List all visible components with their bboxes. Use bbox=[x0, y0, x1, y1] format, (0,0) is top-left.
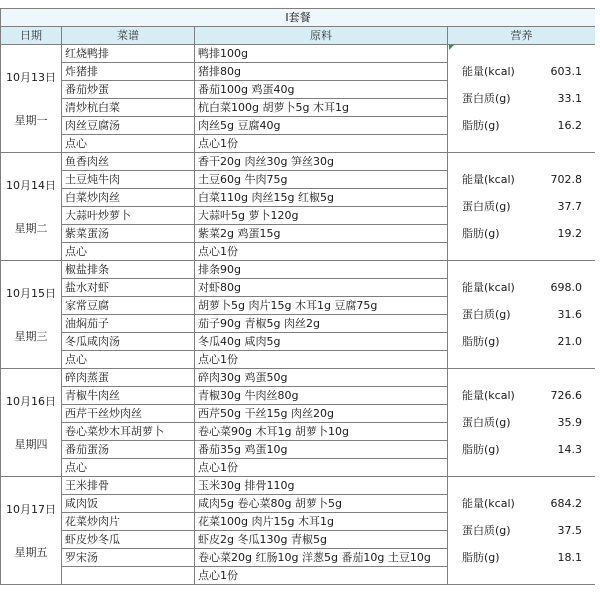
ingredients-cell[interactable]: 点心1份 bbox=[195, 135, 448, 153]
ingredients-cell[interactable]: 胡萝卜5g 肉片15g 木耳1g 豆腐75g bbox=[195, 297, 448, 315]
nutrition-label: 能量(kcal) bbox=[462, 389, 515, 402]
ingredients-cell[interactable]: 白菜110g 肉丝15g 红椒5g bbox=[195, 189, 448, 207]
table-title-row bbox=[1, 9, 596, 27]
ingredients-cell[interactable]: 排条90g bbox=[195, 261, 448, 279]
dish-cell[interactable]: 西芹干丝炒肉丝 bbox=[62, 405, 195, 423]
header-date[interactable]: 日期 bbox=[1, 27, 62, 45]
day-date-cell[interactable] bbox=[1, 45, 62, 153]
ingredients-cell[interactable]: 番茄35g 鸡蛋10g bbox=[195, 441, 448, 459]
ingredients-cell[interactable]: 玉米30g 排骨110g bbox=[195, 477, 448, 495]
dish-cell[interactable]: 咸肉饭 bbox=[62, 495, 195, 513]
date-label: 10月14日 bbox=[6, 178, 56, 192]
nutrition-row bbox=[448, 193, 595, 220]
nutrition-row bbox=[448, 382, 595, 409]
nutrition-row bbox=[448, 274, 595, 301]
dish-cell[interactable]: 虾皮炒冬瓜 bbox=[62, 531, 195, 549]
weekday-label: 星期五 bbox=[14, 545, 48, 559]
table-header-row bbox=[1, 27, 596, 45]
nutrition-row bbox=[448, 544, 595, 571]
nutrition-label: 蛋白质(g) bbox=[462, 92, 511, 105]
ingredients-cell[interactable]: 番茄100g 鸡蛋40g bbox=[195, 81, 448, 99]
nutrition-label: 脂肪(g) bbox=[462, 551, 500, 564]
nutrition-row bbox=[448, 301, 595, 328]
dish-cell[interactable]: 鱼香肉丝 bbox=[62, 153, 195, 171]
nutrition-row bbox=[448, 490, 595, 517]
dish-cell[interactable]: 清炒杭白菜 bbox=[62, 99, 195, 117]
dish-cell[interactable]: 家常豆腐 bbox=[62, 297, 195, 315]
ingredients-cell[interactable]: 茄子90g 青椒5g 肉丝2g bbox=[195, 315, 448, 333]
nutrition-label: 蛋白质(g) bbox=[462, 200, 511, 213]
day-date-cell[interactable] bbox=[1, 477, 62, 585]
dish-cell[interactable]: 点心 bbox=[62, 351, 195, 369]
day-date-cell[interactable] bbox=[1, 261, 62, 369]
ingredients-cell[interactable]: 点心1份 bbox=[195, 567, 448, 585]
nutrition-label: 蛋白质(g) bbox=[462, 416, 511, 429]
nutrition-cell[interactable] bbox=[448, 261, 596, 369]
nutrition-row bbox=[448, 220, 595, 247]
nutrition-row bbox=[448, 436, 595, 463]
dish-cell[interactable]: 白菜炒肉丝 bbox=[62, 189, 195, 207]
ingredients-cell[interactable]: 点心1份 bbox=[195, 459, 448, 477]
dish-cell[interactable]: 点心 bbox=[62, 135, 195, 153]
ingredients-cell[interactable]: 虾皮2g 冬瓜130g 青椒5g bbox=[195, 531, 448, 549]
dish-cell[interactable]: 点心 bbox=[62, 243, 195, 261]
table-row bbox=[1, 261, 596, 279]
nutrition-cell[interactable] bbox=[448, 153, 596, 261]
dish-cell[interactable]: 罗宋汤 bbox=[62, 549, 195, 567]
nutrition-value: 21.0 bbox=[557, 335, 582, 348]
dish-cell[interactable]: 油焖茄子 bbox=[62, 315, 195, 333]
header-dish[interactable]: 菜谱 bbox=[62, 27, 195, 45]
ingredients-cell[interactable]: 点心1份 bbox=[195, 243, 448, 261]
sheet-right-margin bbox=[595, 8, 600, 597]
ingredients-cell[interactable]: 西芹50g 干丝15g 肉丝20g bbox=[195, 405, 448, 423]
nutrition-label: 蛋白质(g) bbox=[462, 308, 511, 321]
nutrition-row bbox=[448, 166, 595, 193]
nutrition-value: 702.8 bbox=[550, 173, 582, 186]
date-label: 10月17日 bbox=[6, 502, 56, 516]
ingredients-cell[interactable]: 土豆60g 牛肉75g bbox=[195, 171, 448, 189]
nutrition-label: 脂肪(g) bbox=[462, 119, 500, 132]
day-date-cell[interactable] bbox=[1, 153, 62, 261]
nutrition-label: 能量(kcal) bbox=[462, 65, 515, 78]
ingredients-cell[interactable]: 点心1份 bbox=[195, 351, 448, 369]
ingredients-cell[interactable]: 咸肉5g 卷心菜80g 胡萝卜5g bbox=[195, 495, 448, 513]
nutrition-value: 16.2 bbox=[557, 119, 582, 132]
nutrition-value: 37.5 bbox=[557, 524, 582, 537]
dish-cell[interactable]: 盐水对虾 bbox=[62, 279, 195, 297]
dish-cell[interactable]: 碎肉蒸蛋 bbox=[62, 369, 195, 387]
ingredients-cell[interactable]: 猪排80g bbox=[195, 63, 448, 81]
dish-cell[interactable]: 肉丝豆腐汤 bbox=[62, 117, 195, 135]
ingredients-cell[interactable]: 紫菜2g 鸡蛋15g bbox=[195, 225, 448, 243]
nutrition-value: 19.2 bbox=[557, 227, 582, 240]
nutrition-cell[interactable] bbox=[448, 369, 596, 477]
dish-cell[interactable]: 大蒜叶炒萝卜 bbox=[62, 207, 195, 225]
nutrition-cell[interactable] bbox=[448, 45, 596, 153]
table-row bbox=[1, 45, 596, 63]
nutrition-row bbox=[448, 328, 595, 355]
nutrition-label: 脂肪(g) bbox=[462, 335, 500, 348]
nutrition-value: 37.7 bbox=[557, 200, 582, 213]
header-nutrition[interactable]: 营养 bbox=[448, 27, 596, 45]
dish-cell[interactable]: 花菜炒肉片 bbox=[62, 513, 195, 531]
table-row bbox=[1, 477, 596, 495]
ingredients-cell[interactable]: 对虾80g bbox=[195, 279, 448, 297]
dish-cell[interactable]: 王米排骨 bbox=[62, 477, 195, 495]
ingredients-cell[interactable]: 大蒜叶5g 萝卜120g bbox=[195, 207, 448, 225]
nutrition-value: 684.2 bbox=[550, 497, 582, 510]
dish-cell[interactable]: 紫菜蛋汤 bbox=[62, 225, 195, 243]
date-label: 10月16日 bbox=[6, 394, 56, 408]
dish-cell[interactable]: 红烧鸭排 bbox=[62, 45, 195, 63]
weekday-label: 星期四 bbox=[14, 437, 48, 451]
nutrition-value: 31.6 bbox=[557, 308, 582, 321]
dish-cell[interactable]: 番茄蛋汤 bbox=[62, 441, 195, 459]
nutrition-label: 脂肪(g) bbox=[462, 227, 500, 240]
nutrition-value: 18.1 bbox=[557, 551, 582, 564]
nutrition-label: 能量(kcal) bbox=[462, 281, 515, 294]
dish-cell[interactable]: 番茄炒蛋 bbox=[62, 81, 195, 99]
ingredients-cell[interactable]: 卷心菜20g 红肠10g 洋葱5g 番茄10g 土豆10g bbox=[195, 549, 448, 567]
nutrition-cell[interactable] bbox=[448, 477, 596, 585]
day-date-cell[interactable] bbox=[1, 369, 62, 477]
date-label: 10月15日 bbox=[6, 286, 56, 300]
nutrition-value: 603.1 bbox=[550, 65, 582, 78]
table-row bbox=[1, 153, 596, 171]
nutrition-value: 14.3 bbox=[557, 443, 582, 456]
nutrition-row bbox=[448, 85, 595, 112]
dish-cell[interactable]: 冬瓜咸肉汤 bbox=[62, 333, 195, 351]
ingredients-cell[interactable]: 鸭排100g bbox=[195, 45, 448, 63]
weekday-label: 星期一 bbox=[14, 113, 48, 127]
ingredients-cell[interactable]: 香干20g 肉丝30g 笋丝30g bbox=[195, 153, 448, 171]
dish-cell[interactable]: 卷心菜炒木耳胡萝卜 bbox=[62, 423, 195, 441]
weekday-label: 星期二 bbox=[14, 221, 48, 235]
ingredients-cell[interactable]: 冬瓜40g 咸肉5g bbox=[195, 333, 448, 351]
dish-cell[interactable]: 土豆炖牛肉 bbox=[62, 171, 195, 189]
dish-cell[interactable]: 炸猪排 bbox=[62, 63, 195, 81]
dish-cell[interactable]: 青椒牛肉丝 bbox=[62, 387, 195, 405]
nutrition-label: 能量(kcal) bbox=[462, 497, 515, 510]
ingredients-cell[interactable]: 卷心菜90g 木耳1g 胡萝卜10g bbox=[195, 423, 448, 441]
nutrition-value: 698.0 bbox=[550, 281, 582, 294]
nutrition-label: 能量(kcal) bbox=[462, 173, 515, 186]
ingredients-cell[interactable]: 青椒30g 牛肉丝80g bbox=[195, 387, 448, 405]
dish-cell[interactable]: 点心 bbox=[62, 459, 195, 477]
weekday-label: 星期三 bbox=[14, 329, 48, 343]
table-row bbox=[1, 369, 596, 387]
nutrition-row bbox=[448, 409, 595, 436]
table-title[interactable]: I套餐 bbox=[1, 9, 596, 27]
nutrition-label: 脂肪(g) bbox=[462, 443, 500, 456]
ingredients-cell[interactable]: 花菜100g 肉片15g 木耳1g bbox=[195, 513, 448, 531]
nutrition-value: 726.6 bbox=[550, 389, 582, 402]
weekly-menu-table bbox=[0, 8, 596, 585]
cell-comment-marker-icon bbox=[449, 45, 454, 50]
ingredients-cell[interactable]: 杭白菜100g 胡萝卜5g 木耳1g bbox=[195, 99, 448, 117]
dish-cell[interactable]: 椒盐排条 bbox=[62, 261, 195, 279]
nutrition-row bbox=[448, 58, 595, 85]
header-ingredients[interactable]: 原料 bbox=[195, 27, 448, 45]
nutrition-value: 33.1 bbox=[557, 92, 582, 105]
dish-cell[interactable] bbox=[62, 567, 195, 585]
ingredients-cell[interactable]: 肉丝5g 豆腐40g bbox=[195, 117, 448, 135]
ingredients-cell[interactable]: 碎肉30g 鸡蛋50g bbox=[195, 369, 448, 387]
nutrition-value: 35.9 bbox=[557, 416, 582, 429]
nutrition-row bbox=[448, 112, 595, 139]
nutrition-row bbox=[448, 517, 595, 544]
nutrition-label: 蛋白质(g) bbox=[462, 524, 511, 537]
date-label: 10月13日 bbox=[6, 70, 56, 84]
